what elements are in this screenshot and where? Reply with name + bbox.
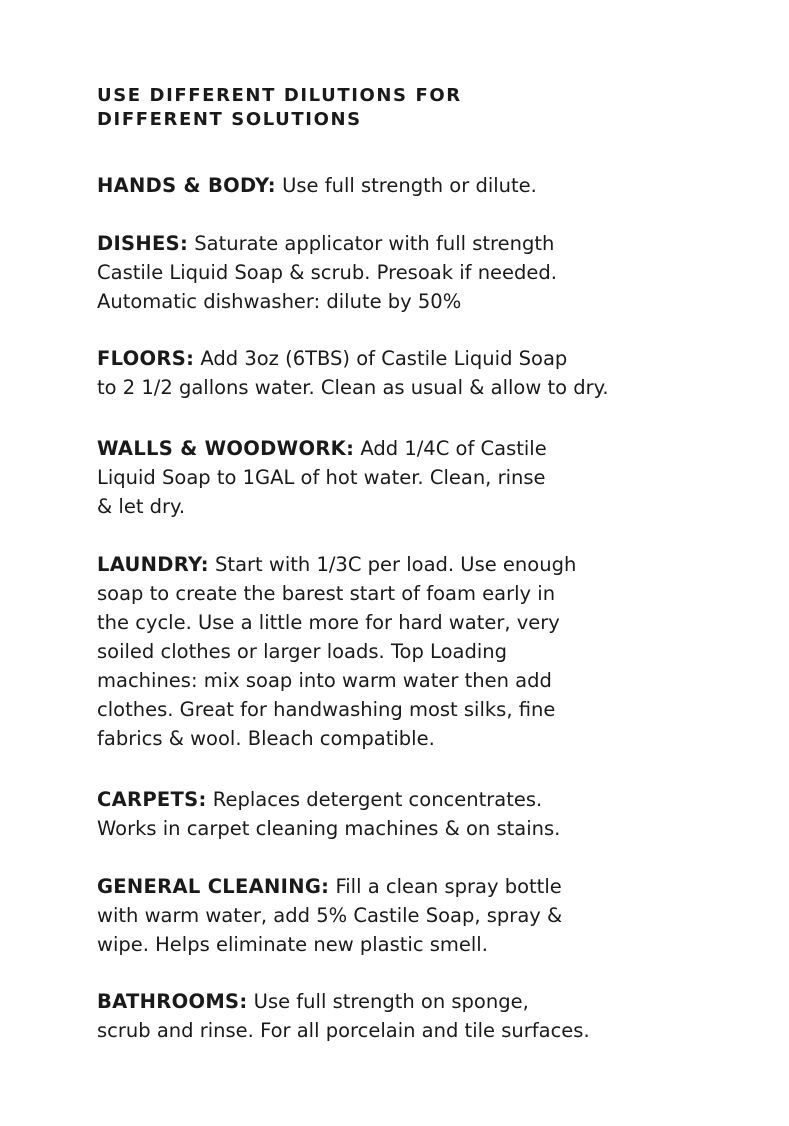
section-label: DISHES: (97, 232, 189, 255)
section-text: clothes. Great for handwashing most silks, fine (97, 698, 556, 721)
section-text: wipe. Helps eliminate new plastic smell. (97, 933, 488, 956)
section-text: Replaces detergent concentrates. (206, 788, 543, 811)
section-text: with warm water, add 5% Castile Soap, spray & (97, 904, 563, 927)
section-text: Works in carpet cleaning machines & on stains. (97, 817, 561, 840)
section-text: machines: mix soap into warm water then add (97, 669, 552, 692)
section-line (97, 171, 537, 200)
section-text: soap to create the barest start of foam early in (97, 582, 556, 605)
section-text: Start with 1/3C per load. Use enough (208, 553, 577, 576)
section-text: Use full strength on sponge, (247, 990, 529, 1013)
section-line (97, 344, 609, 373)
section-text: Add 1/4C of Castile (354, 437, 547, 460)
section-line (97, 229, 557, 258)
section-label: LAUNDRY: (97, 553, 209, 576)
section-laundry (97, 550, 576, 753)
section-text: & let dry. (97, 495, 186, 518)
title-line: DIFFERENT SOLUTIONS (97, 109, 362, 130)
section-text: Saturate applicator with full strength (188, 232, 555, 255)
title-line: USE DIFFERENT DILUTIONS FOR (97, 85, 462, 106)
section-label: FLOORS: (97, 347, 195, 370)
section-bathrooms (97, 987, 590, 1045)
section-label: WALLS & WOODWORK: (97, 437, 355, 460)
section-text: soiled clothes or larger loads. Top Loading (97, 640, 507, 663)
section-walls-woodwork (97, 434, 547, 521)
section-line (97, 550, 576, 579)
section-text: Liquid Soap to 1GAL of hot water. Clean, rinse (97, 466, 546, 489)
section-text: scrub and rinse. For all porcelain and tile surfaces. (97, 1019, 590, 1042)
section-text: Fill a clean spray bottle (329, 875, 562, 898)
section-line (97, 434, 547, 463)
section-general-cleaning (97, 872, 562, 959)
section-line (97, 785, 560, 814)
section-text: the cycle. Use a little more for hard water, very (97, 611, 560, 634)
section-text: Add 3oz (6TBS) of Castile Liquid Soap (194, 347, 568, 370)
section-label: CARPETS: (97, 788, 207, 811)
section-floors (97, 344, 609, 402)
section-carpets (97, 785, 560, 843)
section-text: Use full strength or dilute. (275, 174, 537, 197)
section-text: Castile Liquid Soap & scrub. Presoak if needed. (97, 261, 558, 284)
page-title (97, 84, 462, 132)
section-text: to 2 1/2 gallons water. Clean as usual & allow to dry. (97, 376, 609, 399)
section-text: Automatic dishwasher: dilute by 50% (97, 290, 462, 313)
section-label: BATHROOMS: (97, 990, 248, 1013)
section-line (97, 872, 562, 901)
section-dishes (97, 229, 557, 316)
section-hands-body (97, 171, 537, 200)
section-label: HANDS & BODY: (97, 174, 276, 197)
section-label: GENERAL CLEANING: (97, 875, 330, 898)
section-line (97, 987, 590, 1016)
section-text: fabrics & wool. Bleach compatible. (97, 727, 435, 750)
